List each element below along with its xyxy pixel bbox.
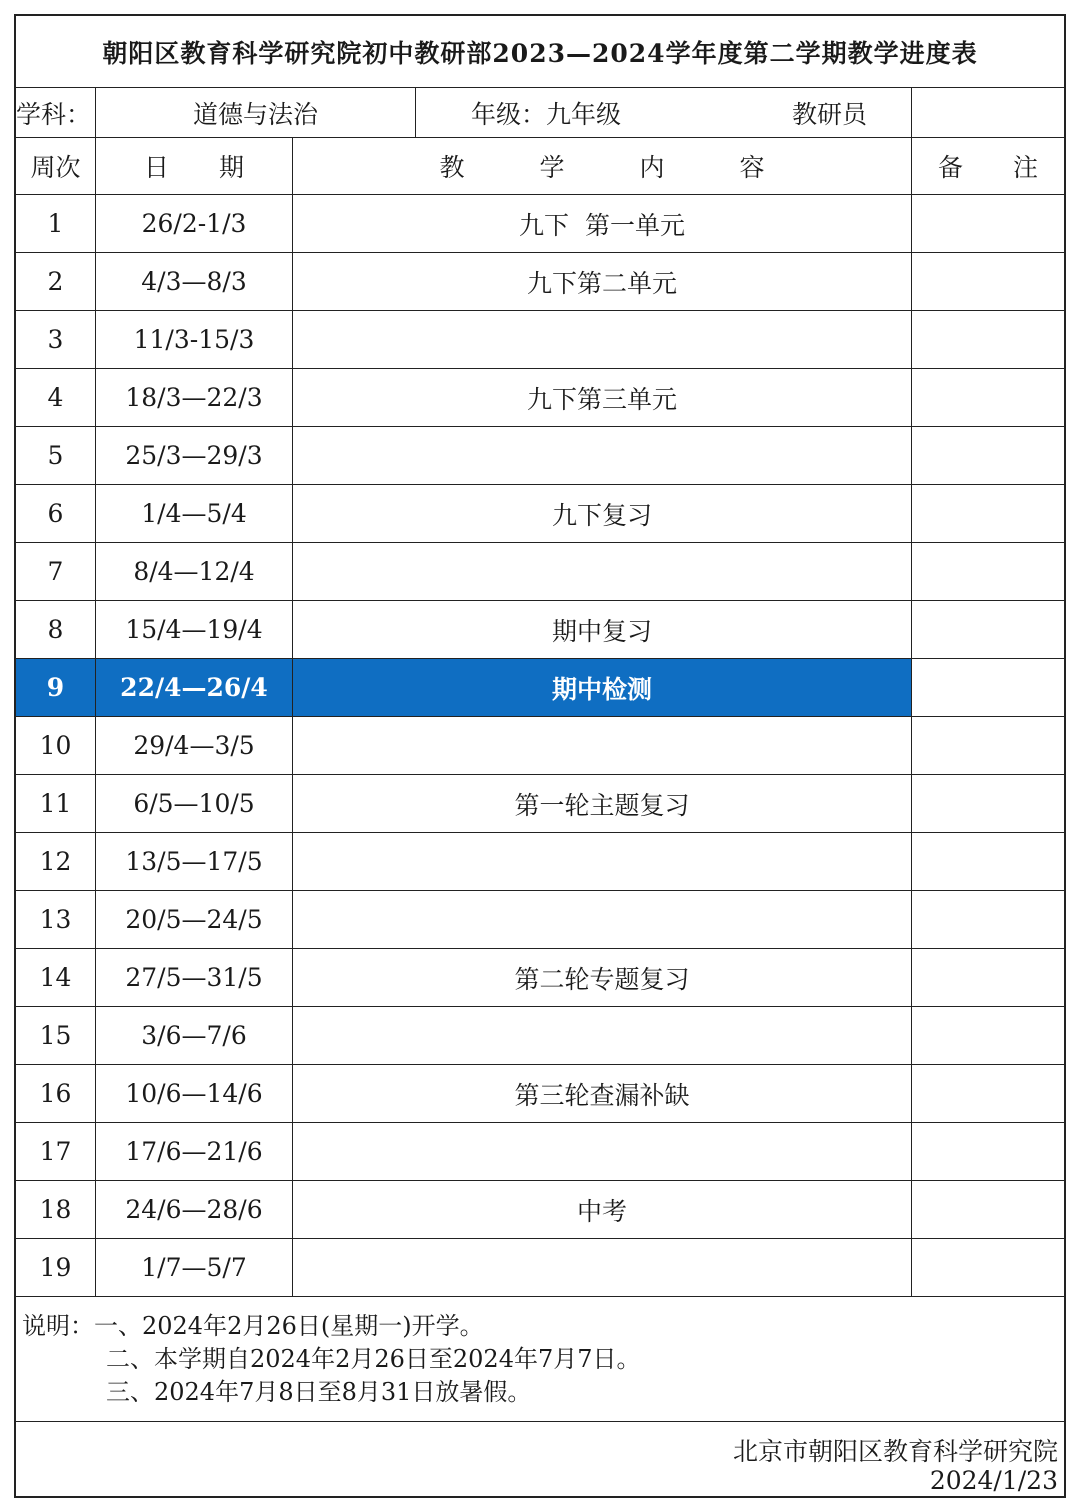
content-cell: [293, 311, 912, 368]
week-cell: 4: [16, 369, 96, 426]
week-cell: 15: [16, 1007, 96, 1064]
week-cell: 18: [16, 1181, 96, 1238]
remark-cell: [912, 659, 1064, 716]
week-cell: 1: [16, 195, 96, 252]
date-cell: 25/3—29/3: [96, 427, 293, 484]
table-row: [16, 1239, 1064, 1297]
content-cell: 九下第三单元: [293, 369, 912, 426]
date-cell: 22/4—26/4: [96, 659, 293, 716]
col-content-header: 教 学 内 容: [293, 138, 912, 194]
date-cell: 17/6—21/6: [96, 1123, 293, 1180]
content-cell: [293, 717, 912, 774]
date-cell: 20/5—24/5: [96, 891, 293, 948]
date-cell: 27/5—31/5: [96, 949, 293, 1006]
date-cell: 10/6—14/6: [96, 1065, 293, 1122]
researcher-value: [912, 88, 1064, 137]
remark-cell: [912, 601, 1064, 658]
content-cell: 期中检测: [293, 659, 912, 716]
week-cell: 14: [16, 949, 96, 1006]
content-cell: [293, 891, 912, 948]
date-cell: 13/5—17/5: [96, 833, 293, 890]
table-row: [16, 833, 1064, 891]
week-cell: 3: [16, 311, 96, 368]
date-cell: 15/4—19/4: [96, 601, 293, 658]
footer-divider: [16, 1421, 1064, 1422]
date-cell: 1/4—5/4: [96, 485, 293, 542]
content-cell: 第三轮查漏补缺: [293, 1065, 912, 1122]
remark-cell: [912, 253, 1064, 310]
date-cell: 6/5—10/5: [96, 775, 293, 832]
remark-cell: [912, 311, 1064, 368]
remark-cell: [912, 1007, 1064, 1064]
remark-cell: [912, 427, 1064, 484]
content-cell: [293, 833, 912, 890]
grade-label: 年级：九年级: [470, 99, 621, 129]
content-cell: [293, 1007, 912, 1064]
footer-org: 北京市朝阳区教育科学研究院: [732, 1437, 1058, 1466]
researcher-label: 教研员: [676, 88, 912, 137]
week-cell: 6: [16, 485, 96, 542]
date-cell: 3/6—7/6: [96, 1007, 293, 1064]
date-cell: 29/4—3/5: [96, 717, 293, 774]
notes: [22, 1310, 641, 1409]
remark-cell: [912, 369, 1064, 426]
week-cell: 17: [16, 1123, 96, 1180]
table-row: [16, 775, 1064, 833]
subject-value: 道德与法治: [96, 88, 416, 137]
table-row: [16, 1065, 1064, 1123]
content-cell: [293, 1123, 912, 1180]
header-row: [16, 138, 1064, 195]
week-cell: 10: [16, 717, 96, 774]
remark-cell: [912, 949, 1064, 1006]
content-cell: 九下第二单元: [293, 253, 912, 310]
week-cell: 7: [16, 543, 96, 600]
col-remark-header: 备 注: [937, 153, 1038, 182]
week-cell: 19: [16, 1239, 96, 1296]
remark-cell: [912, 195, 1064, 252]
info-row: [16, 88, 1064, 138]
content-cell: 九下复习: [293, 485, 912, 542]
remark-cell: [912, 891, 1064, 948]
remark-cell: [912, 833, 1064, 890]
table-row: [16, 1181, 1064, 1239]
remark-cell: [912, 485, 1064, 542]
table-row: [16, 659, 1064, 717]
title-row: [16, 16, 1064, 88]
date-cell: 1/7—5/7: [96, 1239, 293, 1296]
date-cell: 18/3—22/3: [96, 369, 293, 426]
remark-cell: [912, 1181, 1064, 1238]
table-row: [16, 601, 1064, 659]
table-row: [16, 1007, 1064, 1065]
week-cell: 12: [16, 833, 96, 890]
col-week-header: 周次: [16, 138, 96, 194]
content-cell: 第一轮主题复习: [293, 775, 912, 832]
content-cell: [293, 1239, 912, 1296]
remark-cell: [912, 775, 1064, 832]
remark-cell: [912, 543, 1064, 600]
week-cell: 5: [16, 427, 96, 484]
week-cell: 11: [16, 775, 96, 832]
week-cell: 16: [16, 1065, 96, 1122]
page-title: 朝阳区教育科学研究院初中教研部2023—2024学年度第二学期教学进度表: [102, 38, 978, 68]
table-row: [16, 195, 1064, 253]
table-row: [16, 717, 1064, 775]
content-cell: 九下 第一单元: [293, 195, 912, 252]
content-cell: [293, 427, 912, 484]
remark-cell: [912, 717, 1064, 774]
table-row: [16, 949, 1064, 1007]
note-line-2: 二、本学期自2024年2月26日至2024年7月7日。: [106, 1345, 641, 1373]
content-cell: 第二轮专题复习: [293, 949, 912, 1006]
content-cell: 中考: [293, 1181, 912, 1238]
table-row: [16, 891, 1064, 949]
table-row: [16, 311, 1064, 369]
date-cell: 4/3—8/3: [96, 253, 293, 310]
schedule-table: [14, 14, 1066, 1498]
note-line-3: 三、2024年7月8日至8月31日放暑假。: [106, 1378, 532, 1406]
table-row: [16, 1123, 1064, 1181]
date-cell: 8/4—12/4: [96, 543, 293, 600]
note-line-1: 说明：一、2024年2月26日(星期一)开学。: [22, 1312, 484, 1340]
week-cell: 13: [16, 891, 96, 948]
week-cell: 9: [16, 659, 96, 716]
footer-date: 2024/1/23: [929, 1466, 1058, 1495]
week-cell: 8: [16, 601, 96, 658]
date-cell: 11/3-15/3: [96, 311, 293, 368]
table-row: [16, 485, 1064, 543]
remark-cell: [912, 1239, 1064, 1296]
table-row: [16, 543, 1064, 601]
content-cell: [293, 543, 912, 600]
table-row: [16, 369, 1064, 427]
week-cell: 2: [16, 253, 96, 310]
col-date-header: 日 期: [96, 138, 293, 194]
subject-label: 学科：: [16, 88, 96, 137]
table-row: [16, 253, 1064, 311]
remark-cell: [912, 1065, 1064, 1122]
table-row: [16, 427, 1064, 485]
date-cell: 26/2-1/3: [96, 195, 293, 252]
remark-cell: [912, 1123, 1064, 1180]
date-cell: 24/6—28/6: [96, 1181, 293, 1238]
content-cell: 期中复习: [293, 601, 912, 658]
